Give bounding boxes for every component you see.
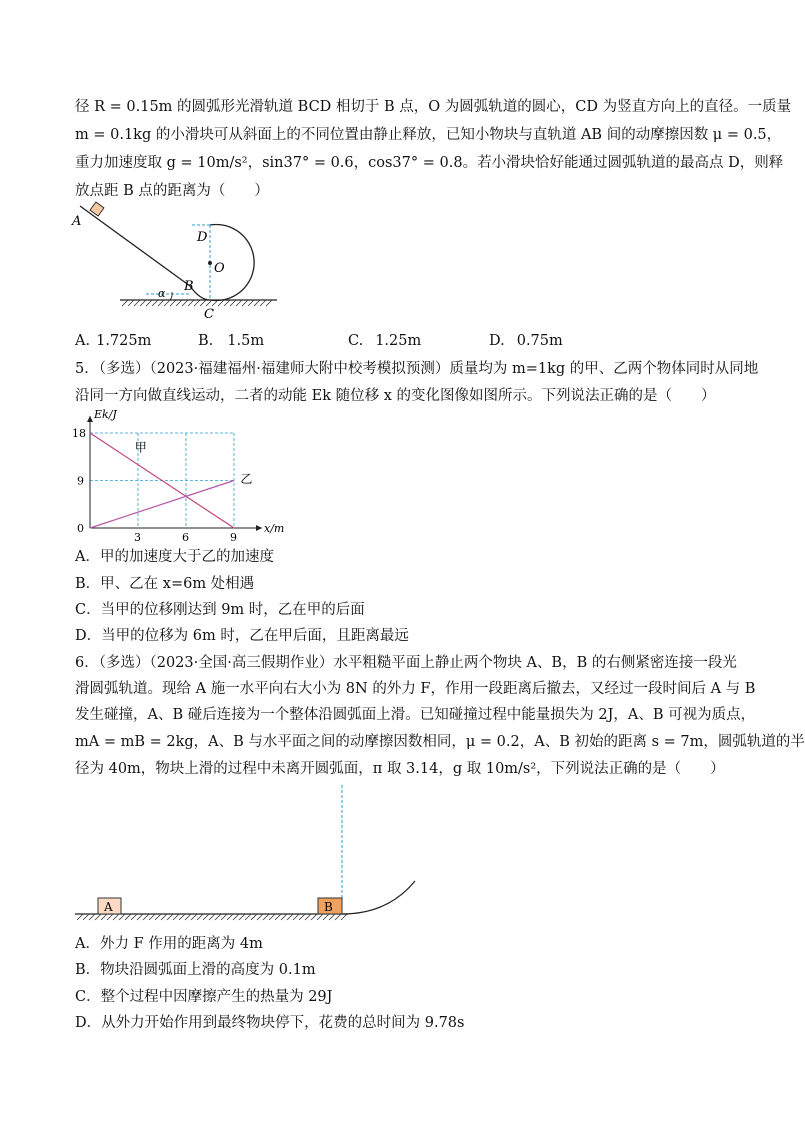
slider-block [90, 202, 104, 216]
q4-line-2: m = 0.1kg 的小滑块可从斜面上的不同位置由静止释放，已知小物块与直轨道 AB 间的动摩擦因数 μ = 0.5， [75, 127, 782, 143]
q6-line-1: 6．（多选）（2023·全国·高三假期作业）水平粗糙平面上静止两个物块 A、B，B 的右侧紧密连接一段光 [75, 655, 737, 671]
q6-option-b[interactable]: B．物块沿圆弧面上滑的高度为 0.1m [75, 962, 316, 978]
y-tick-label: 0 [77, 522, 84, 535]
ground-hatch [77, 914, 347, 920]
option-key: D. [489, 333, 505, 349]
option-value: 1.25m [375, 333, 422, 349]
q4-line-4: 放点距 B 点的距离为（ ） [75, 183, 269, 199]
q6-line-5: 径为 40m，物块上滑的过程中未离开圆弧面，π 取 3.14，g 取 10m/s²，下列说法正确的是（ ） [75, 761, 725, 777]
x-tick-label: 9 [230, 531, 237, 544]
q5-option-b[interactable]: B．甲、乙在 x=6m 处相遇 [75, 576, 255, 592]
series-label-yi: 乙 [240, 472, 253, 487]
q5-line-1: 5．（多选）（2023·福建福州·福建师大附中校考模拟预测）质量均为 m=1kg 的甲、乙两个物体同时从同地 [75, 361, 759, 377]
label-block-b: B [324, 900, 333, 914]
ek-displacement-chart [70, 408, 285, 544]
q6-option-d[interactable]: D．从外力开始作用到最终物块停下，花费的总时间为 9.78s [75, 1015, 465, 1031]
series-line-yi [90, 481, 234, 529]
q6-option-c[interactable]: C．整个过程中因摩擦产生的热量为 29J [75, 989, 333, 1005]
center-o [208, 261, 212, 265]
option-value: 1.725m [96, 333, 152, 349]
q6-line-3: 发生碰撞，A、B 碰后连接为一个整体沿圆弧面上滑。已知碰撞过程中能量损失为 2J，A、B 可视为质点， [75, 707, 756, 723]
q4-line-1: 径 R = 0.15m 的圆弧形光滑轨道 BCD 相切于 B 点，O 为圆弧轨道的圆心，CD 为竖直方向上的直径。一质量 [75, 99, 792, 115]
label-c: C [204, 307, 214, 322]
x-axis-label: x/m [264, 522, 285, 535]
label-alpha: α [158, 287, 166, 300]
q6-line-4: mA = mB = 2kg，A、B 与水平面之间的动摩擦因数相同，μ = 0.2，A、B 初始的距离 s = 7m，圆弧轨道的半 [75, 734, 805, 750]
arc-track [342, 881, 415, 914]
q5-option-d[interactable]: D．当甲的位移为 6m 时，乙在甲后面，且距离最远 [75, 628, 409, 644]
q5-option-a[interactable]: A．甲的加速度大于乙的加速度 [75, 549, 274, 565]
label-o: O [214, 261, 225, 276]
label-block-a: A [104, 900, 113, 914]
q4-option-d[interactable] [489, 331, 563, 351]
y-axis-label: Ek/J [94, 408, 117, 421]
incline-track [80, 206, 190, 286]
q4-line-3: 重力加速度取 g = 10m/s²，sin37° = 0.6，cos37° = 0.8。若小滑块恰好能通过圆弧轨道的最高点 D，则释 [75, 155, 784, 171]
q6-blocks-figure [70, 785, 430, 930]
y-axis-arrow [87, 416, 93, 422]
q6-option-a[interactable]: A．外力 F 作用的距离为 4m [75, 936, 263, 952]
q4-option-a[interactable] [75, 331, 151, 351]
label-d: D [197, 230, 208, 245]
label-b: B [184, 279, 194, 294]
option-key: A. [75, 333, 91, 349]
option-value: 1.5m [227, 333, 265, 349]
y-tick-label: 9 [77, 474, 84, 488]
y-tick-label: 18 [72, 427, 86, 440]
x-tick-label: 3 [134, 531, 141, 544]
q5-option-c[interactable]: C．当甲的位移刚达到 9m 时，乙在甲的后面 [75, 602, 365, 618]
x-axis-arrow [256, 525, 262, 531]
x-tick-label: 6 [182, 531, 189, 544]
label-a: A [72, 214, 82, 229]
q4-incline-figure [72, 200, 292, 320]
option-key: C. [348, 333, 364, 349]
option-value: 0.75m [516, 333, 563, 349]
q6-line-2: 滑圆弧轨道。现给 A 施一水平向右大小为 8N 的外力 F，作用一段距离后撤去，又经过一段时间后 A 与 B [75, 681, 756, 697]
ground-hatch [122, 300, 272, 306]
option-key: B. [198, 333, 214, 349]
series-label-jia: 甲 [134, 440, 147, 455]
q4-option-c[interactable] [348, 331, 421, 351]
q5-line-2: 沿同一方向做直线运动，二者的动能 Ek 随位移 x 的变化图像如图所示。下列说法正确的是（ ） [75, 388, 716, 404]
q4-option-b[interactable] [198, 331, 264, 351]
